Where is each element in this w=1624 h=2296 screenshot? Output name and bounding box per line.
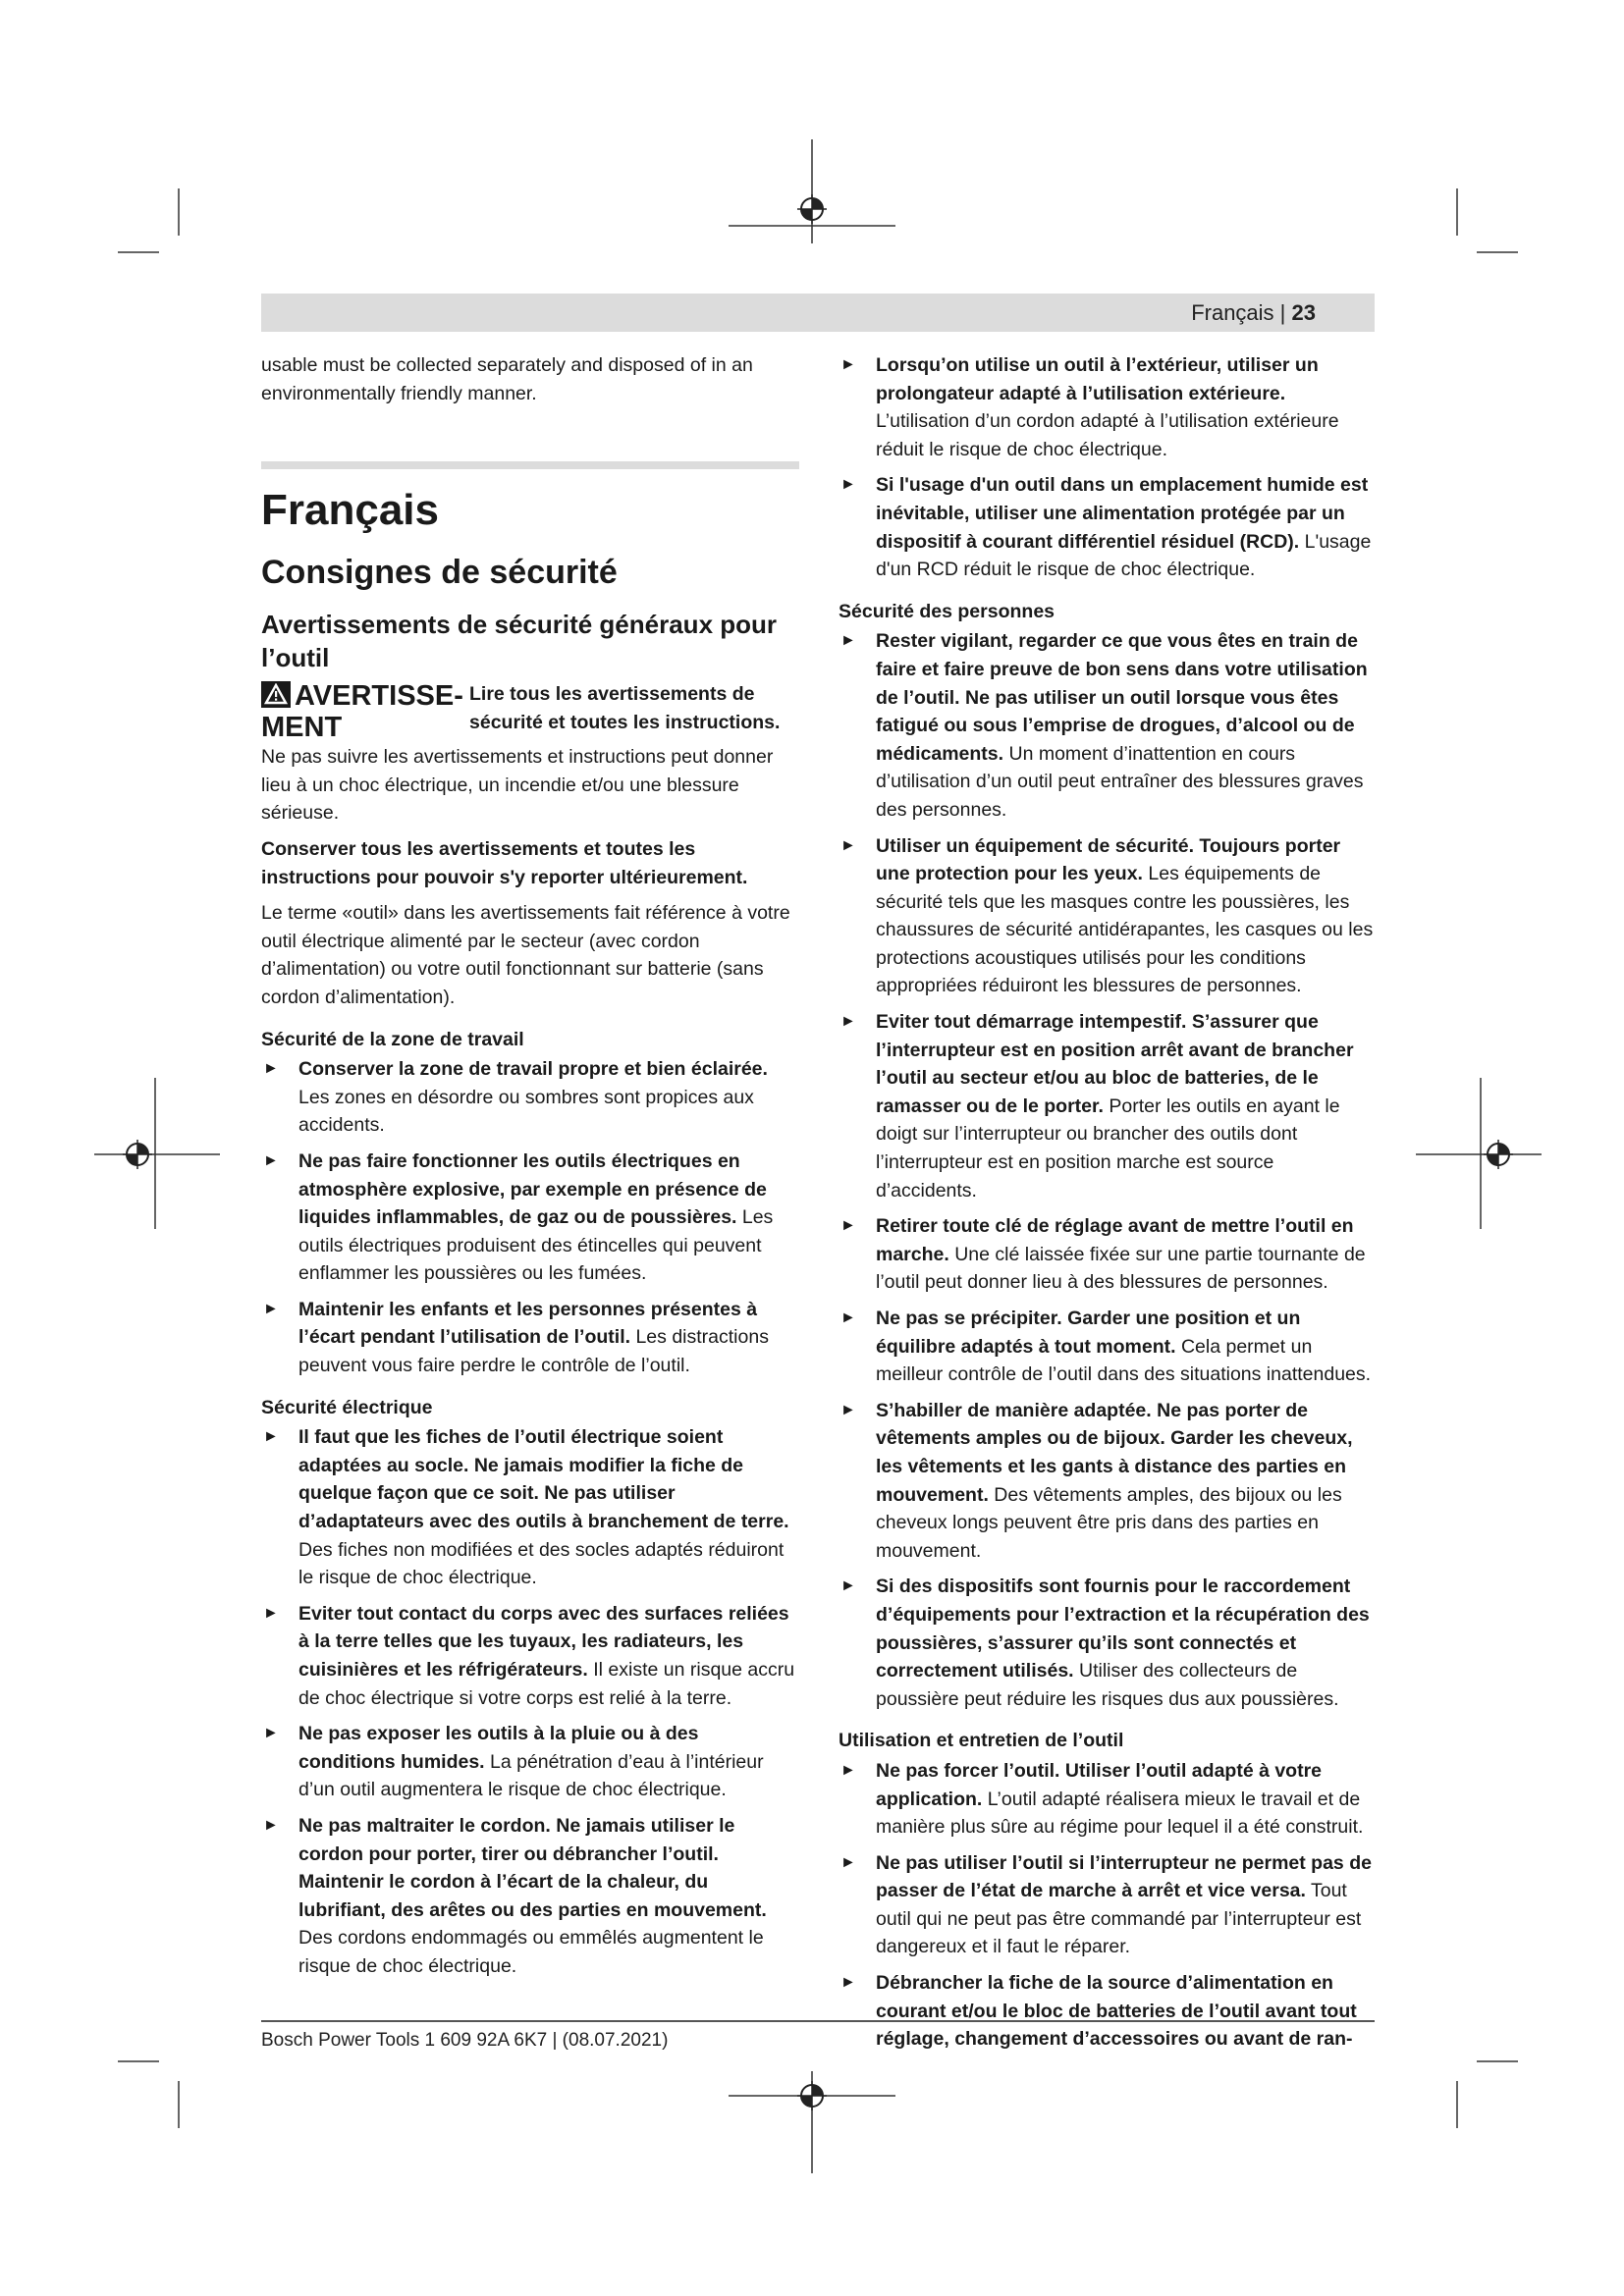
item-text: La pénétration d’eau à l’intérieur d’un outil augmentera le risque de choc électrique. <box>298 1750 764 1801</box>
item-text: Les zones en désordre ou sombres sont propices aux accidents. <box>298 1086 754 1137</box>
item-bold: Si des dispositifs sont fournis pour le raccordement d’équipements pour l’extraction et la récupération des poussières, s’assurer qu’ils sont connectés et correctement utilisés. <box>876 1575 1370 1682</box>
right-column <box>839 351 1377 2061</box>
list-item <box>839 1212 1377 1297</box>
footer-rule <box>261 2020 1375 2022</box>
list-item <box>261 1055 799 1140</box>
bullet-arrow-icon: ► <box>840 1401 856 1418</box>
electrical-cont-list <box>839 351 1377 584</box>
electrical-heading: Sécurité électrique <box>261 1396 433 1418</box>
item-bold: Maintenir les enfants et les personnes présentes à l’écart pendant l’utilisation de l’outil. <box>298 1298 758 1349</box>
list-item <box>261 1148 799 1288</box>
item-text: Des cordons endommagés ou emmêlés augmentent le risque de choc électrique. <box>298 1927 764 1977</box>
item-text: L’utilisation d’un cordon adapté à l’utilisation extérieure réduit le risque de choc électrique. <box>876 410 1339 460</box>
bullet-arrow-icon: ► <box>263 1300 279 1317</box>
electrical-list <box>261 1423 799 1980</box>
bullet-arrow-icon: ► <box>840 1217 856 1235</box>
section-title: Consignes de sécurité <box>261 554 618 592</box>
subsection-title: Avertissements de sécurité généraux pour l’outil <box>261 610 778 673</box>
bullet-arrow-icon: ► <box>840 1309 856 1326</box>
list-item <box>261 1600 799 1712</box>
personal-list <box>839 627 1377 1713</box>
list-item <box>839 1397 1377 1566</box>
list-item <box>261 1423 799 1592</box>
item-bold: Ne pas utiliser l’outil si l’interrupteur ne permet pas de passer de l’état de marche à arrêt et vice versa. <box>876 1851 1372 1902</box>
warning-block <box>261 680 799 743</box>
list-item <box>839 627 1377 824</box>
warning-triangle-icon <box>261 681 291 708</box>
header-page-label <box>1191 294 1316 332</box>
intro-text: usable must be collected separately and disposed of in an environmentally friendly manner. <box>261 354 753 404</box>
bullet-arrow-icon: ► <box>840 1974 856 1992</box>
list-item <box>839 1305 1377 1389</box>
tool-use-list <box>839 1757 1377 2054</box>
item-text: Tout outil qui ne peut pas être commandé par l’interrupteur est dangereux et il faut le réparer. <box>876 1880 1362 1958</box>
item-text: Un moment d’inattention en cours d’utilisation d’un outil peut entraîner des blessures graves des personnes. <box>876 742 1364 821</box>
list-item <box>261 1720 799 1804</box>
header-language: Français <box>1191 300 1274 325</box>
list-item <box>839 351 1377 463</box>
bullet-arrow-icon: ► <box>840 476 856 494</box>
item-bold: Ne pas se précipiter. Garder une position et un équilibre adaptés à tout moment. <box>876 1308 1301 1358</box>
bullet-arrow-icon: ► <box>840 1853 856 1871</box>
item-bold: Il faut que les fiches de l’outil électrique soient adaptées au socle. Ne jamais modifier la fiche de quelque façon que ce soit. Ne pas utiliser d’adaptateurs avec des outils à branchement de terre. <box>298 1426 789 1533</box>
item-bold: Ne pas faire fonctionner les outils électriques en atmosphère explosive, par exemple en présence de liquides inflammables, de gaz ou de poussières. <box>298 1149 767 1229</box>
item-bold: Lorsqu’on utilise un outil à l’extérieur, utiliser un prolongateur adapté à l’utilisation extérieure. <box>876 354 1319 404</box>
item-text: Des vêtements amples, des bijoux ou les cheveux longs peuvent être pris dans des parties en mouvement. <box>876 1483 1342 1562</box>
list-item <box>839 1008 1377 1204</box>
warning-text: Ne pas suivre les avertissements et instructions peut donner lieu à un choc électrique, un incendie et/ou une blessure sérieuse. <box>261 746 774 825</box>
item-bold: Conserver la zone de travail propre et bien éclairée. <box>298 1058 768 1081</box>
bullet-arrow-icon: ► <box>840 1577 856 1595</box>
registration-target-right <box>1484 1140 1513 1169</box>
warning-bold-text-box <box>469 680 799 743</box>
bullet-arrow-icon: ► <box>840 836 856 854</box>
bullet-arrow-icon: ► <box>263 1604 279 1622</box>
item-text: Porter les outils en ayant le doigt sur l’interrupteur ou brancher des outils dont l’interrupteur est en position marche est source d’accidents. <box>876 1095 1340 1201</box>
list-item <box>839 1757 1377 1842</box>
item-text: Une clé laissée fixée sur une partie tournante de l’outil peut donner lieu à des blessures de personnes. <box>876 1243 1366 1294</box>
left-column <box>261 351 799 1989</box>
item-bold: Eviter tout contact du corps avec des surfaces reliées à la terre telles que les tuyaux, les radiateurs, les cuisinières et les réfrigérateurs. <box>298 1602 789 1681</box>
keep-instructions: Conserver tous les avertissements et toutes les instructions pour pouvoir s'y reporter ultérieurement. <box>261 837 748 888</box>
footer-text: Bosch Power Tools 1 609 92A 6K7 | (08.07.2021) <box>261 2030 669 2051</box>
page-header <box>261 294 1375 332</box>
list-item <box>839 471 1377 583</box>
registration-target-bottom <box>797 2081 827 2110</box>
bullet-arrow-icon: ► <box>263 1151 279 1169</box>
bullet-arrow-icon: ► <box>263 1725 279 1742</box>
item-text: Des fiches non modifiées et des socles adaptés réduiront le risque de choc électrique. <box>298 1538 785 1589</box>
item-bold: Rester vigilant, regarder ce que vous êtes en train de faire et faire preuve de bon sens dans votre utilisation de l’outil. Ne pas utiliser un outil lorsque vous êtes fatigué ou sous l’emprise de drogues, d’alcool ou de médicaments. <box>876 630 1368 765</box>
list-item <box>839 832 1377 1001</box>
bullet-arrow-icon: ► <box>263 1060 279 1078</box>
item-bold: Ne pas forcer l’outil. Utiliser l’outil adapté à votre application. <box>876 1759 1323 1810</box>
tool-use-heading: Utilisation et entretien de l’outil <box>839 1730 1124 1752</box>
item-bold: Utiliser un équipement de sécurité. Toujours porter une protection pour les yeux. <box>876 834 1341 885</box>
term-definition: Le terme «outil» dans les avertissements fait référence à votre outil électrique alimenté par le secteur (avec cordon d’alimentation) ou votre outil fonctionnant sur batterie (sans cordon d’alimentation). <box>261 902 790 1008</box>
work-area-list <box>261 1055 799 1380</box>
list-item <box>839 1573 1377 1713</box>
section-divider <box>261 461 799 470</box>
warning-label: AVERTISSE-MENT <box>261 680 463 744</box>
bullet-arrow-icon: ► <box>263 1428 279 1446</box>
item-bold: Si l'usage d'un outil dans un emplacement humide est inévitable, utiliser une alimentation protégée par un dispositif à courant différentiel résiduel (RCD). <box>876 474 1369 553</box>
item-text: Il existe un risque accru de choc électrique si votre corps est relié à la terre. <box>298 1659 795 1709</box>
list-item <box>839 1849 1377 1961</box>
list-item <box>261 1812 799 1981</box>
item-text: Les équipements de sécurité tels que les masques contre les poussières, les chaussures de sécurité antidérapantes, les casques ou les protections acoustiques utilisés pour les conditions appropriées réduiront les blessures de personnes. <box>876 863 1374 997</box>
bullet-arrow-icon: ► <box>840 1761 856 1779</box>
item-bold: Ne pas exposer les outils à la pluie ou à des conditions humides. <box>298 1723 699 1773</box>
bullet-arrow-icon: ► <box>840 356 856 373</box>
item-text: Utiliser des collecteurs de poussière peut réduire les risques dus aux poussières. <box>876 1660 1339 1710</box>
list-item <box>261 1296 799 1380</box>
language-title: Français <box>261 486 439 535</box>
item-text: L’outil adapté réalisera mieux le travail et de manière plus sûre au régime pour lequel il a été construit. <box>876 1788 1364 1839</box>
item-bold: Eviter tout démarrage intempestif. S’assurer que l’interrupteur est en position arrêt avant de brancher l’outil au secteur et/ou au bloc de batteries, de le ramasser ou de le porter. <box>876 1011 1354 1117</box>
item-text: Les outils électriques produisent des étincelles qui peuvent enflammer les poussières ou les fumées. <box>298 1206 774 1285</box>
item-text: Les distractions peuvent vous faire perdre le contrôle de l’outil. <box>298 1326 769 1377</box>
warning-bold-text: Lire tous les avertissements de sécurité et toutes les instructions. <box>469 683 781 733</box>
item-bold: Retirer toute clé de réglage avant de mettre l’outil en marche. <box>876 1215 1354 1265</box>
item-text: L'usage d'un RCD réduit le risque de choc électrique. <box>876 530 1372 581</box>
registration-target-top <box>797 194 827 224</box>
personal-heading: Sécurité des personnes <box>839 600 1056 622</box>
bullet-arrow-icon: ► <box>840 1013 856 1031</box>
item-bold: S’habiller de manière adaptée. Ne pas porter de vêtements amples ou de bijoux. Garder les cheveux, les vêtements et les gants à distance des parties en mouvement. <box>876 1399 1353 1506</box>
item-text: Cela permet un meilleur contrôle de l’outil dans des situations inattendues. <box>876 1335 1372 1386</box>
bullet-arrow-icon: ► <box>840 632 856 650</box>
item-bold: Débrancher la fiche de la source d’alimentation en courant et/ou le bloc de batteries de l’outil avant tout réglage, changement d’accessoires ou avant de ran- <box>876 1972 1357 2051</box>
bullet-arrow-icon: ► <box>263 1816 279 1834</box>
warning-label-box <box>261 680 469 743</box>
item-bold: Ne pas maltraiter le cordon. Ne jamais utiliser le cordon pour porter, tirer ou débrancher l’outil. Maintenir le cordon à l’écart de la chaleur, du lubrifiant, des arêtes ou des parties en mouvement. <box>298 1814 767 1921</box>
work-area-heading: Sécurité de la zone de travail <box>261 1028 524 1050</box>
header-separator: | <box>1279 300 1286 325</box>
list-item <box>839 1969 1377 2054</box>
page-number: 23 <box>1291 300 1316 325</box>
registration-target-left <box>123 1140 152 1169</box>
